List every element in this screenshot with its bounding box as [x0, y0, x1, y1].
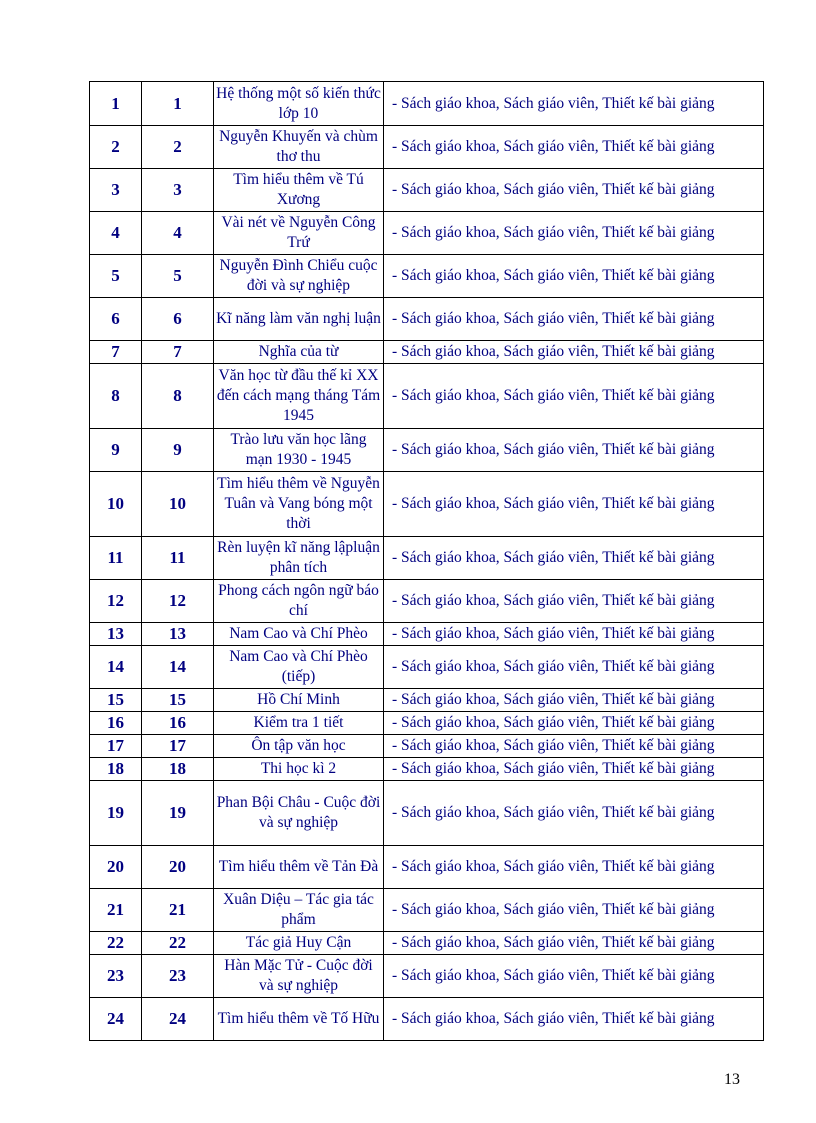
lesson-title-cell: Tác giả Huy Cận	[214, 932, 384, 955]
lesson-title-cell: Hàn Mặc Tử - Cuộc đời và sự nghiệp	[214, 955, 384, 998]
row-number-cell: 21	[90, 889, 142, 932]
table-row	[90, 758, 764, 781]
table-row	[90, 126, 764, 169]
lesson-title-cell: Tìm hiểu thêm về Tố Hữu	[214, 998, 384, 1041]
table-row	[90, 82, 764, 126]
lesson-number-cell: 7	[142, 341, 214, 364]
table-row	[90, 364, 764, 429]
materials-cell: - Sách giáo khoa, Sách giáo viên, Thiết kế bài giảng	[384, 255, 764, 298]
lesson-title-cell: Rèn luyện kĩ năng lậpluận phân tích	[214, 537, 384, 580]
table-row	[90, 255, 764, 298]
lesson-title-cell: Nguyễn Khuyến và chùm thơ thu	[214, 126, 384, 169]
table-row	[90, 429, 764, 472]
materials-cell: - Sách giáo khoa, Sách giáo viên, Thiết kế bài giảng	[384, 429, 764, 472]
lesson-title-cell: Kiểm tra 1 tiết	[214, 712, 384, 735]
table-row	[90, 646, 764, 689]
table-row	[90, 712, 764, 735]
row-number-cell: 20	[90, 846, 142, 889]
lesson-title-cell: Tìm hiểu thêm về Tú Xương	[214, 169, 384, 212]
table-row	[90, 932, 764, 955]
materials-cell: - Sách giáo khoa, Sách giáo viên, Thiết kế bài giảng	[384, 932, 764, 955]
materials-cell: - Sách giáo khoa, Sách giáo viên, Thiết kế bài giảng	[384, 623, 764, 646]
row-number-cell: 2	[90, 126, 142, 169]
row-number-cell: 16	[90, 712, 142, 735]
lesson-number-cell: 20	[142, 846, 214, 889]
lesson-title-cell: Kĩ năng làm văn nghị luận	[214, 298, 384, 341]
table-row	[90, 735, 764, 758]
lesson-number-cell: 19	[142, 781, 214, 846]
lesson-title-cell: Tìm hiểu thêm về Tản Đà	[214, 846, 384, 889]
lesson-number-cell: 22	[142, 932, 214, 955]
table-row	[90, 169, 764, 212]
materials-cell: - Sách giáo khoa, Sách giáo viên, Thiết kế bài giảng	[384, 341, 764, 364]
row-number-cell: 7	[90, 341, 142, 364]
materials-cell: - Sách giáo khoa, Sách giáo viên, Thiết kế bài giảng	[384, 298, 764, 341]
row-number-cell: 1	[90, 82, 142, 126]
materials-cell: - Sách giáo khoa, Sách giáo viên, Thiết kế bài giảng	[384, 889, 764, 932]
lesson-title-cell: Phan Bội Châu - Cuộc đời và sự nghiệp	[214, 781, 384, 846]
lesson-number-cell: 2	[142, 126, 214, 169]
lesson-number-cell: 6	[142, 298, 214, 341]
lesson-title-cell: Ôn tập văn học	[214, 735, 384, 758]
lesson-number-cell: 3	[142, 169, 214, 212]
row-number-cell: 10	[90, 472, 142, 537]
materials-cell: - Sách giáo khoa, Sách giáo viên, Thiết kế bài giảng	[384, 580, 764, 623]
table-row	[90, 781, 764, 846]
row-number-cell: 13	[90, 623, 142, 646]
lesson-title-cell: Hệ thống một số kiến thức lớp 10	[214, 82, 384, 126]
row-number-cell: 11	[90, 537, 142, 580]
lesson-title-cell: Phong cách ngôn ngữ báo chí	[214, 580, 384, 623]
materials-cell: - Sách giáo khoa, Sách giáo viên, Thiết kế bài giảng	[384, 781, 764, 846]
materials-cell: - Sách giáo khoa, Sách giáo viên, Thiết kế bài giảng	[384, 169, 764, 212]
lesson-title-cell: Nguyễn Đình Chiểu cuộc đời và sự nghiệp	[214, 255, 384, 298]
lesson-number-cell: 15	[142, 689, 214, 712]
lesson-number-cell: 8	[142, 364, 214, 429]
materials-cell: - Sách giáo khoa, Sách giáo viên, Thiết kế bài giảng	[384, 126, 764, 169]
row-number-cell: 17	[90, 735, 142, 758]
materials-cell: - Sách giáo khoa, Sách giáo viên, Thiết kế bài giảng	[384, 82, 764, 126]
lesson-number-cell: 11	[142, 537, 214, 580]
lesson-title-cell: Thi học kì 2	[214, 758, 384, 781]
table-row	[90, 472, 764, 537]
row-number-cell: 19	[90, 781, 142, 846]
lesson-number-cell: 1	[142, 82, 214, 126]
row-number-cell: 22	[90, 932, 142, 955]
row-number-cell: 6	[90, 298, 142, 341]
materials-cell: - Sách giáo khoa, Sách giáo viên, Thiết kế bài giảng	[384, 955, 764, 998]
lesson-table	[89, 81, 764, 1041]
table-row	[90, 955, 764, 998]
lesson-title-cell: Nam Cao và Chí Phèo	[214, 623, 384, 646]
materials-cell: - Sách giáo khoa, Sách giáo viên, Thiết kế bài giảng	[384, 646, 764, 689]
lesson-title-cell: Nghĩa của từ	[214, 341, 384, 364]
row-number-cell: 14	[90, 646, 142, 689]
table-row	[90, 998, 764, 1041]
table-row	[90, 623, 764, 646]
lesson-title-cell: Tìm hiểu thêm về Nguyễn Tuân và Vang bóng một thời	[214, 472, 384, 537]
materials-cell: - Sách giáo khoa, Sách giáo viên, Thiết kế bài giảng	[384, 212, 764, 255]
materials-cell: - Sách giáo khoa, Sách giáo viên, Thiết kế bài giảng	[384, 689, 764, 712]
lesson-number-cell: 10	[142, 472, 214, 537]
row-number-cell: 18	[90, 758, 142, 781]
materials-cell: - Sách giáo khoa, Sách giáo viên, Thiết kế bài giảng	[384, 846, 764, 889]
lesson-title-cell: Trào lưu văn học lãng mạn 1930 - 1945	[214, 429, 384, 472]
lesson-number-cell: 21	[142, 889, 214, 932]
row-number-cell: 8	[90, 364, 142, 429]
lesson-table-body	[90, 82, 764, 1041]
lesson-title-cell: Xuân Diệu – Tác gia tác phẩm	[214, 889, 384, 932]
row-number-cell: 12	[90, 580, 142, 623]
materials-cell: - Sách giáo khoa, Sách giáo viên, Thiết kế bài giảng	[384, 735, 764, 758]
lesson-number-cell: 14	[142, 646, 214, 689]
row-number-cell: 5	[90, 255, 142, 298]
lesson-number-cell: 24	[142, 998, 214, 1041]
lesson-number-cell: 9	[142, 429, 214, 472]
row-number-cell: 15	[90, 689, 142, 712]
materials-cell: - Sách giáo khoa, Sách giáo viên, Thiết kế bài giảng	[384, 537, 764, 580]
lesson-number-cell: 12	[142, 580, 214, 623]
row-number-cell: 3	[90, 169, 142, 212]
lesson-number-cell: 18	[142, 758, 214, 781]
lesson-title-cell: Văn học từ đầu thế kỉ XX đến cách mạng tháng Tám 1945	[214, 364, 384, 429]
row-number-cell: 4	[90, 212, 142, 255]
lesson-number-cell: 5	[142, 255, 214, 298]
materials-cell: - Sách giáo khoa, Sách giáo viên, Thiết kế bài giảng	[384, 998, 764, 1041]
table-row	[90, 298, 764, 341]
row-number-cell: 9	[90, 429, 142, 472]
table-row	[90, 212, 764, 255]
lesson-title-cell: Hồ Chí Minh	[214, 689, 384, 712]
materials-cell: - Sách giáo khoa, Sách giáo viên, Thiết kế bài giảng	[384, 758, 764, 781]
lesson-number-cell: 4	[142, 212, 214, 255]
lesson-number-cell: 23	[142, 955, 214, 998]
materials-cell: - Sách giáo khoa, Sách giáo viên, Thiết kế bài giảng	[384, 472, 764, 537]
table-row	[90, 846, 764, 889]
row-number-cell: 24	[90, 998, 142, 1041]
row-number-cell: 23	[90, 955, 142, 998]
lesson-number-cell: 13	[142, 623, 214, 646]
lesson-number-cell: 16	[142, 712, 214, 735]
table-row	[90, 889, 764, 932]
table-row	[90, 580, 764, 623]
lesson-number-cell: 17	[142, 735, 214, 758]
materials-cell: - Sách giáo khoa, Sách giáo viên, Thiết kế bài giảng	[384, 364, 764, 429]
lesson-title-cell: Vài nét về Nguyễn Công Trứ	[214, 212, 384, 255]
table-row	[90, 537, 764, 580]
materials-cell: - Sách giáo khoa, Sách giáo viên, Thiết kế bài giảng	[384, 712, 764, 735]
page-number: 13	[724, 1071, 740, 1088]
table-row	[90, 341, 764, 364]
table-row	[90, 689, 764, 712]
lesson-title-cell: Nam Cao và Chí Phèo (tiếp)	[214, 646, 384, 689]
